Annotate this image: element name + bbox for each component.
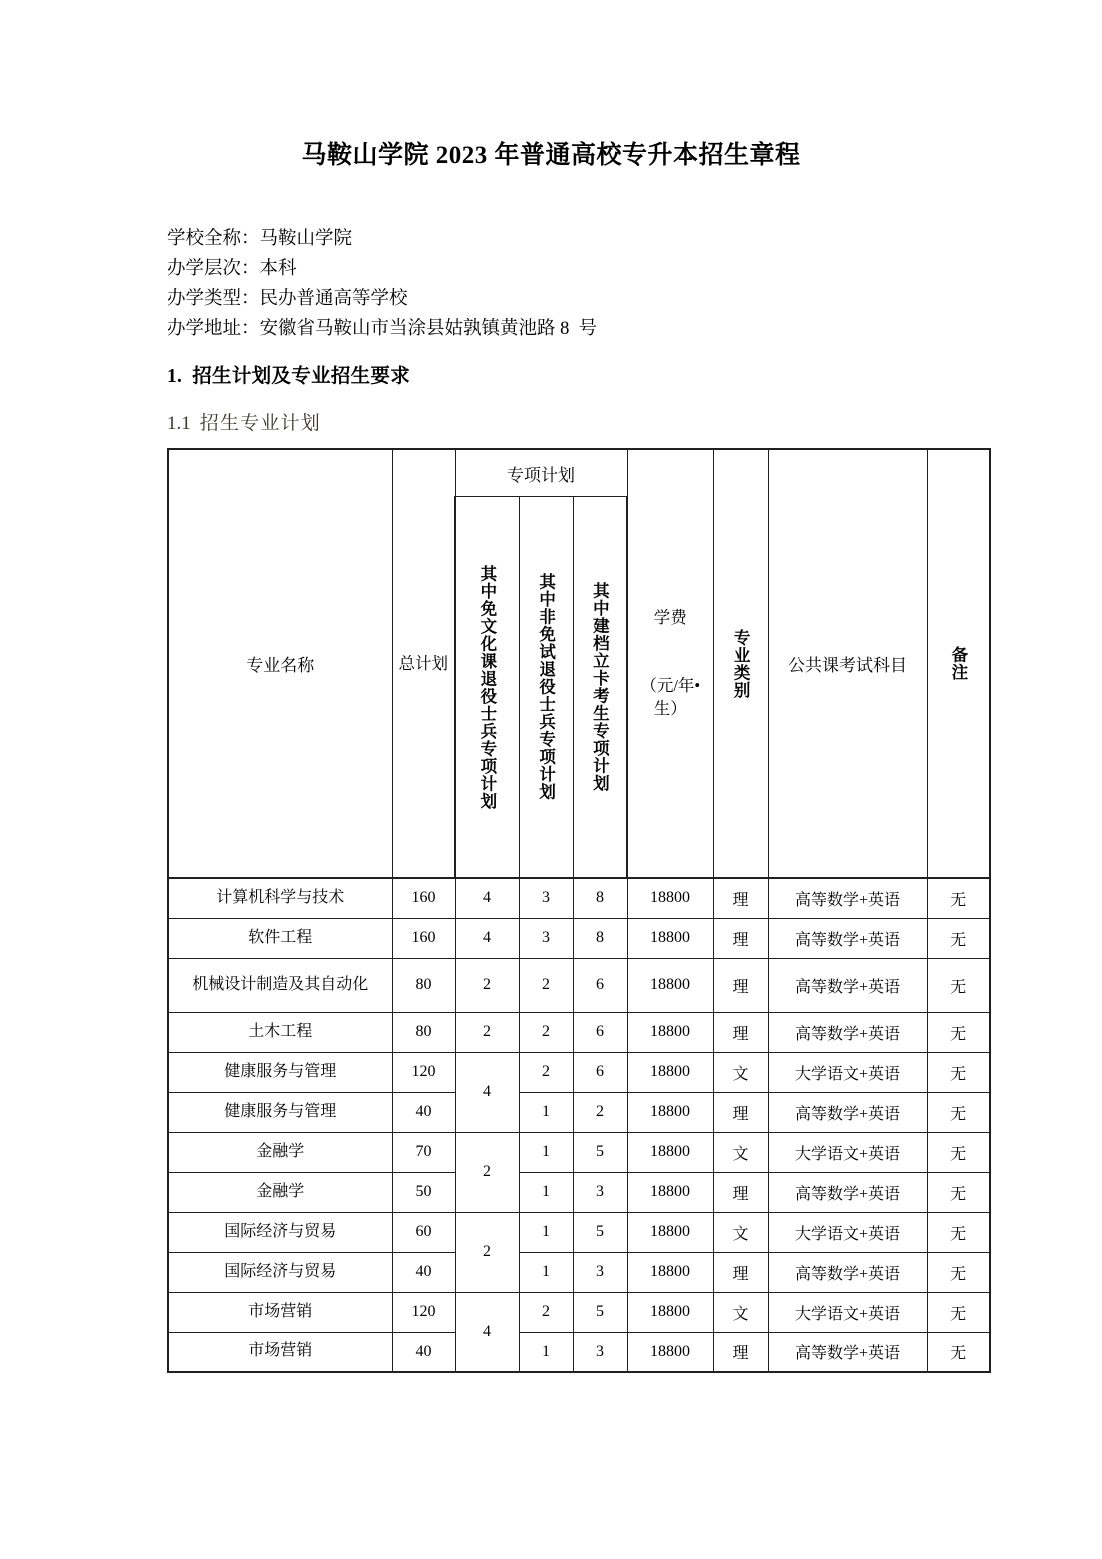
cell-sub2-non-exempt: 1 xyxy=(519,1132,573,1172)
cell-note: 无 xyxy=(927,1172,990,1212)
cell-note: 无 xyxy=(927,1012,990,1052)
cell-tuition: 18800 xyxy=(627,1092,713,1132)
cell-category: 理 xyxy=(713,1012,768,1052)
cell-subjects: 大学语文+英语 xyxy=(768,1212,927,1252)
header-sub1-vwrap xyxy=(456,497,519,877)
cell-sub2-non-exempt: 2 xyxy=(519,1052,573,1092)
section-1-number: 1. xyxy=(167,366,183,387)
header-category-label: 专业类别 xyxy=(731,628,751,699)
cell-tuition: 18800 xyxy=(627,1052,713,1092)
cell-category: 理 xyxy=(713,1332,768,1372)
cell-total-plan: 160 xyxy=(392,878,455,918)
cell-major-name: 土木工程 xyxy=(168,1012,392,1052)
info-line-full-name: 学校全称：马鞍山学院 xyxy=(167,229,353,249)
cell-major-name: 计算机科学与技术 xyxy=(168,878,392,918)
cell-sub3-poverty-card: 8 xyxy=(573,878,627,918)
cell-major-name: 软件工程 xyxy=(168,918,392,958)
cell-sub3-poverty-card: 6 xyxy=(573,958,627,1012)
cell-note: 无 xyxy=(927,878,990,918)
header-tuition-label: 学费 xyxy=(653,608,687,628)
header-subjects xyxy=(768,449,927,878)
cell-category: 理 xyxy=(713,1252,768,1292)
cell-sub1-exempt-culture: 2 xyxy=(455,1212,519,1292)
cell-total-plan: 60 xyxy=(392,1212,455,1252)
cell-note: 无 xyxy=(927,958,990,1012)
table-row xyxy=(168,1012,990,1052)
cell-category: 理 xyxy=(713,878,768,918)
cell-sub2-non-exempt: 2 xyxy=(519,1292,573,1332)
cell-tuition: 18800 xyxy=(627,1332,713,1372)
cell-note: 无 xyxy=(927,1052,990,1092)
cell-note: 无 xyxy=(927,1332,990,1372)
cell-note: 无 xyxy=(927,1292,990,1332)
header-tuition-unit: （元/年•生） xyxy=(640,676,701,718)
cell-sub1-exempt-culture: 2 xyxy=(455,958,519,1012)
header-subjects-label: 公共课考试科目 xyxy=(788,656,907,675)
cell-note: 无 xyxy=(927,1252,990,1292)
cell-tuition: 18800 xyxy=(627,1292,713,1332)
cell-total-plan: 40 xyxy=(392,1332,455,1372)
cell-sub3-poverty-card: 3 xyxy=(573,1172,627,1212)
cell-category: 文 xyxy=(713,1132,768,1172)
cell-major-name: 金融学 xyxy=(168,1172,392,1212)
cell-category: 文 xyxy=(713,1052,768,1092)
header-sub-exempt-culture xyxy=(455,497,519,879)
cell-major-name: 健康服务与管理 xyxy=(168,1052,392,1092)
table-row xyxy=(168,918,990,958)
header-sub2-vwrap xyxy=(520,573,573,801)
cell-major-name: 市场营销 xyxy=(168,1332,392,1372)
table-header-row-group xyxy=(168,449,990,497)
info-line-address: 办学地址：安徽省马鞍山市当涂县姑孰镇黄池路 8 号 xyxy=(167,319,598,339)
header-sub-poverty-card xyxy=(573,497,627,879)
header-note-label: 备注 xyxy=(948,646,968,681)
enrollment-plan-table-wrapper xyxy=(167,448,989,1373)
cell-category: 文 xyxy=(713,1212,768,1252)
table-body xyxy=(168,878,990,1372)
cell-sub1-exempt-culture: 4 xyxy=(455,878,519,918)
header-total-plan xyxy=(392,449,455,878)
header-sub1-label: 其中免文化课退役士兵专项计划 xyxy=(477,564,497,810)
table-row xyxy=(168,878,990,918)
header-note xyxy=(927,449,990,878)
cell-total-plan: 40 xyxy=(392,1252,455,1292)
cell-sub2-non-exempt: 3 xyxy=(519,918,573,958)
cell-tuition: 18800 xyxy=(627,1172,713,1212)
cell-sub3-poverty-card: 2 xyxy=(573,1092,627,1132)
cell-subjects: 高等数学+英语 xyxy=(768,1012,927,1052)
table-row xyxy=(168,1132,990,1172)
header-tuition xyxy=(627,449,713,878)
cell-total-plan: 120 xyxy=(392,1292,455,1332)
table-row xyxy=(168,1172,990,1212)
cell-sub2-non-exempt: 1 xyxy=(519,1172,573,1212)
cell-sub1-exempt-culture: 2 xyxy=(455,1012,519,1052)
cell-sub2-non-exempt: 1 xyxy=(519,1092,573,1132)
cell-major-name: 金融学 xyxy=(168,1132,392,1172)
cell-sub3-poverty-card: 5 xyxy=(573,1292,627,1332)
cell-subjects: 高等数学+英语 xyxy=(768,958,927,1012)
cell-sub2-non-exempt: 1 xyxy=(519,1252,573,1292)
info-line-type: 办学类型：民办普通高等学校 xyxy=(167,289,408,309)
header-special-plan-group xyxy=(455,449,627,497)
cell-subjects: 高等数学+英语 xyxy=(768,1092,927,1132)
section-heading-1-1 xyxy=(167,408,321,435)
page-title: 马鞍山学院 2023 年普通高校专升本招生章程 xyxy=(301,142,801,169)
cell-tuition: 18800 xyxy=(627,1132,713,1172)
cell-sub2-non-exempt: 2 xyxy=(519,1012,573,1052)
cell-subjects: 高等数学+英语 xyxy=(768,918,927,958)
cell-tuition: 18800 xyxy=(627,1212,713,1252)
header-sub3-label: 其中建档立卡考生专项计划 xyxy=(590,582,610,792)
cell-subjects: 高等数学+英语 xyxy=(768,1332,927,1372)
cell-major-name: 健康服务与管理 xyxy=(168,1092,392,1132)
cell-tuition: 18800 xyxy=(627,1252,713,1292)
cell-note: 无 xyxy=(927,1132,990,1172)
table-row xyxy=(168,1212,990,1252)
cell-subjects: 高等数学+英语 xyxy=(768,1252,927,1292)
header-sub-non-exempt xyxy=(519,497,573,879)
header-category-vwrap xyxy=(714,629,768,699)
cell-tuition: 18800 xyxy=(627,958,713,1012)
header-category xyxy=(713,449,768,878)
cell-sub1-exempt-culture: 4 xyxy=(455,918,519,958)
header-major-name xyxy=(168,449,392,878)
cell-subjects: 高等数学+英语 xyxy=(768,1172,927,1212)
cell-category: 理 xyxy=(713,918,768,958)
cell-subjects: 大学语文+英语 xyxy=(768,1292,927,1332)
section-heading-1 xyxy=(167,360,410,388)
school-info-block xyxy=(167,224,597,344)
cell-sub3-poverty-card: 5 xyxy=(573,1132,627,1172)
cell-sub2-non-exempt: 2 xyxy=(519,958,573,1012)
section-1-1-title: 招生专业计划 xyxy=(199,413,321,434)
table-row xyxy=(168,1332,990,1372)
cell-sub3-poverty-card: 3 xyxy=(573,1332,627,1372)
cell-major-name: 市场营销 xyxy=(168,1292,392,1332)
table-row xyxy=(168,1292,990,1332)
cell-sub1-exempt-culture: 4 xyxy=(455,1292,519,1372)
table-row xyxy=(168,1252,990,1292)
cell-sub2-non-exempt: 1 xyxy=(519,1332,573,1372)
cell-total-plan: 70 xyxy=(392,1132,455,1172)
cell-tuition: 18800 xyxy=(627,918,713,958)
cell-tuition: 18800 xyxy=(627,1012,713,1052)
section-1-1-number: 1.1 xyxy=(167,413,191,434)
cell-total-plan: 120 xyxy=(392,1052,455,1092)
table-row xyxy=(168,958,990,1012)
cell-sub3-poverty-card: 8 xyxy=(573,918,627,958)
table-row xyxy=(168,1092,990,1132)
cell-note: 无 xyxy=(927,918,990,958)
cell-category: 理 xyxy=(713,1172,768,1212)
info-line-level: 办学层次：本科 xyxy=(167,259,297,279)
cell-note: 无 xyxy=(927,1092,990,1132)
header-total-plan-label: 总计划 xyxy=(398,653,448,673)
enrollment-plan-table xyxy=(167,448,991,1373)
header-special-plan-label: 专项计划 xyxy=(507,465,575,485)
cell-sub3-poverty-card: 6 xyxy=(573,1052,627,1092)
cell-category: 理 xyxy=(713,1092,768,1132)
cell-sub2-non-exempt: 3 xyxy=(519,878,573,918)
cell-tuition: 18800 xyxy=(627,878,713,918)
cell-sub3-poverty-card: 6 xyxy=(573,1012,627,1052)
cell-category: 文 xyxy=(713,1292,768,1332)
cell-category: 理 xyxy=(713,958,768,1012)
cell-subjects: 大学语文+英语 xyxy=(768,1052,927,1092)
cell-subjects: 大学语文+英语 xyxy=(768,1132,927,1172)
header-note-vwrap xyxy=(928,646,990,681)
cell-note: 无 xyxy=(927,1212,990,1252)
cell-major-name: 机械设计制造及其自动化 xyxy=(168,958,392,1012)
section-1-title: 招生计划及专业招生要求 xyxy=(192,366,411,387)
cell-total-plan: 80 xyxy=(392,958,455,1012)
cell-subjects: 高等数学+英语 xyxy=(768,878,927,918)
cell-total-plan: 50 xyxy=(392,1172,455,1212)
table-head xyxy=(168,449,990,878)
header-sub3-vwrap xyxy=(574,582,627,792)
cell-sub3-poverty-card: 3 xyxy=(573,1252,627,1292)
cell-sub2-non-exempt: 1 xyxy=(519,1212,573,1252)
cell-total-plan: 40 xyxy=(392,1092,455,1132)
header-major-name-label: 专业名称 xyxy=(246,656,315,675)
cell-major-name: 国际经济与贸易 xyxy=(168,1212,392,1252)
cell-sub1-exempt-culture: 4 xyxy=(455,1052,519,1132)
cell-total-plan: 80 xyxy=(392,1012,455,1052)
header-sub2-label: 其中非免试退役士兵专项计划 xyxy=(536,573,556,801)
cell-sub1-exempt-culture: 2 xyxy=(455,1132,519,1212)
cell-major-name: 国际经济与贸易 xyxy=(168,1252,392,1292)
table-row xyxy=(168,1052,990,1092)
cell-sub3-poverty-card: 5 xyxy=(573,1212,627,1252)
cell-total-plan: 160 xyxy=(392,918,455,958)
